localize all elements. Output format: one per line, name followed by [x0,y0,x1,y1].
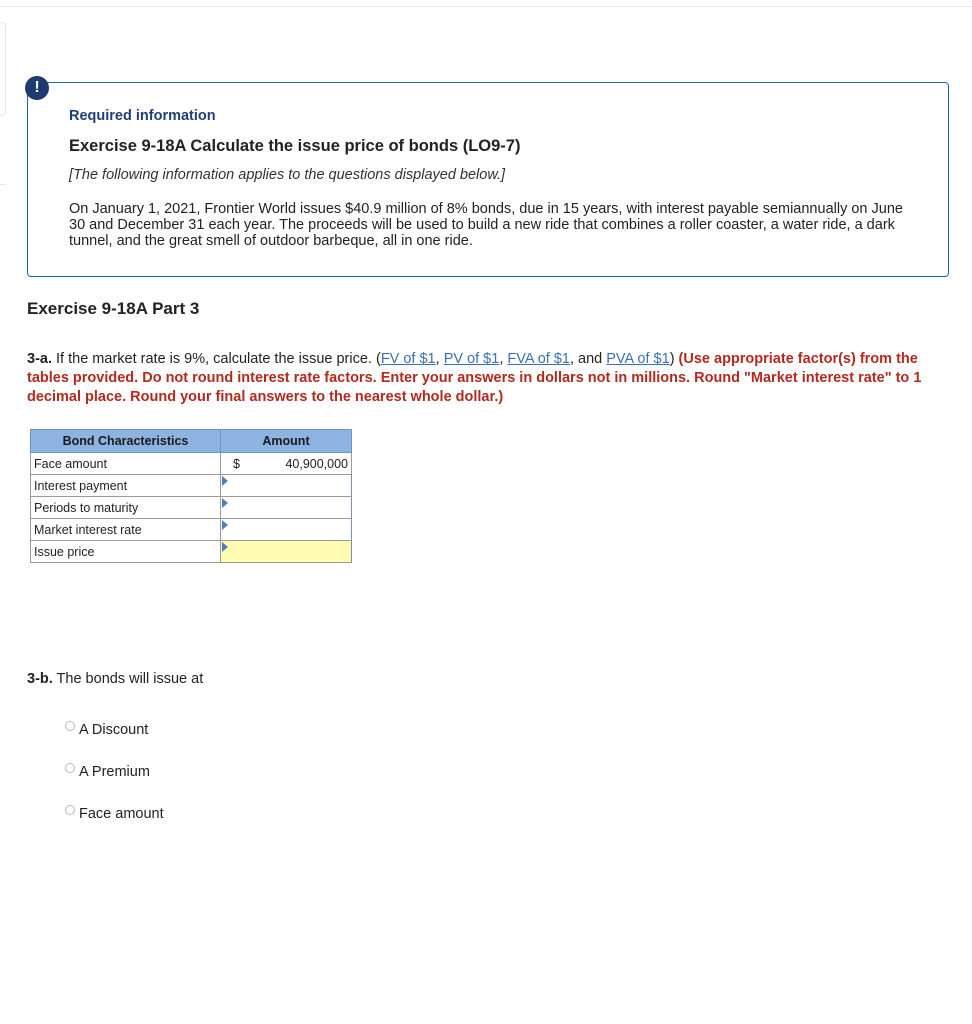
question-label: 3-b. [27,671,53,687]
face-amount-value: 40,900,000 [285,457,348,471]
input-marker-icon [222,520,228,530]
interest-payment-cell [221,475,352,497]
question-3a [27,350,952,407]
periods-to-maturity-input[interactable] [224,497,352,518]
market-interest-rate-input[interactable] [224,519,352,540]
market-interest-rate-cell [221,519,352,541]
interest-payment-input[interactable] [224,475,352,496]
periods-to-maturity-cell [221,497,352,519]
amount-cell [221,453,352,475]
table-header-row [31,430,352,453]
issue-price-input[interactable] [224,541,352,562]
question-text: If the market rate is 9%, calculate the issue price. ( [52,351,381,367]
question-3b [27,671,203,687]
input-marker-icon [222,498,228,508]
column-header: Bond Characteristics [31,430,221,453]
question-label: 3-a. [27,351,52,367]
bond-table [30,429,352,563]
input-marker-icon [222,542,228,552]
option-label: A Discount [79,722,149,738]
part-title: Exercise 9-18A Part 3 [27,299,200,318]
row-label: Market interest rate [31,519,221,541]
exercise-title: Exercise 9-18A Calculate the issue price of bonds (LO9-7) [69,137,521,155]
row-label: Interest payment [31,475,221,497]
question-text: The bonds will issue at [52,671,204,687]
side-panel-edge [0,22,6,116]
radio-button[interactable] [65,721,75,731]
separator: ) [669,351,679,367]
issue-price-cell [221,541,352,563]
row-label: Periods to maturity [31,497,221,519]
option-label: A Premium [79,764,150,780]
exercise-body: On January 1, 2021, Frontier World issues $40.9 million of 8% bonds, due in 15 years, with interest payable semiannually on June 30 and December 31 each year. The proceeds will be used to build a new ride that combines a roller coaster, a water ride, a dark tunnel, and the great smell of outdoor barbeque, all in one ride. [69,201,903,249]
separator: , [435,351,444,367]
link-fva-of-1[interactable]: FVA of $1 [507,351,570,367]
side-divider [0,184,6,185]
radio-button[interactable] [65,763,75,773]
row-label: Face amount [31,453,221,475]
option-premium[interactable] [65,764,150,780]
exercise-note: [The following information applies to the questions displayed below.] [69,167,506,183]
separator: , and [569,351,607,367]
top-divider [0,6,972,7]
row-label: Issue price [31,541,221,563]
separator: , [499,351,508,367]
exclamation-icon: ! [25,76,49,100]
option-discount[interactable] [65,722,148,738]
currency-symbol: $ [233,457,240,471]
link-pv-of-1[interactable]: PV of $1 [443,351,500,367]
table-row [31,519,352,541]
table-row [31,453,352,475]
column-header: Amount [221,430,352,453]
radio-button[interactable] [65,805,75,815]
option-label: Face amount [79,806,164,822]
instructions: (Use appropriate factor(s) from the tables provided. Do not round interest rate factors. Enter your answers in dollars not in millions. Round "Market interest rate" to 1 decimal place. Round your final answers to the nearest whole dollar.) [27,351,922,405]
table-row [31,475,352,497]
table-row [31,497,352,519]
link-pva-of-1[interactable]: PVA of $1 [606,351,670,367]
input-marker-icon [222,476,228,486]
link-fv-of-1[interactable]: FV of $1 [380,351,436,367]
required-info-label: Required information [69,108,216,124]
table-row [31,541,352,563]
option-face-amount[interactable] [65,806,164,822]
